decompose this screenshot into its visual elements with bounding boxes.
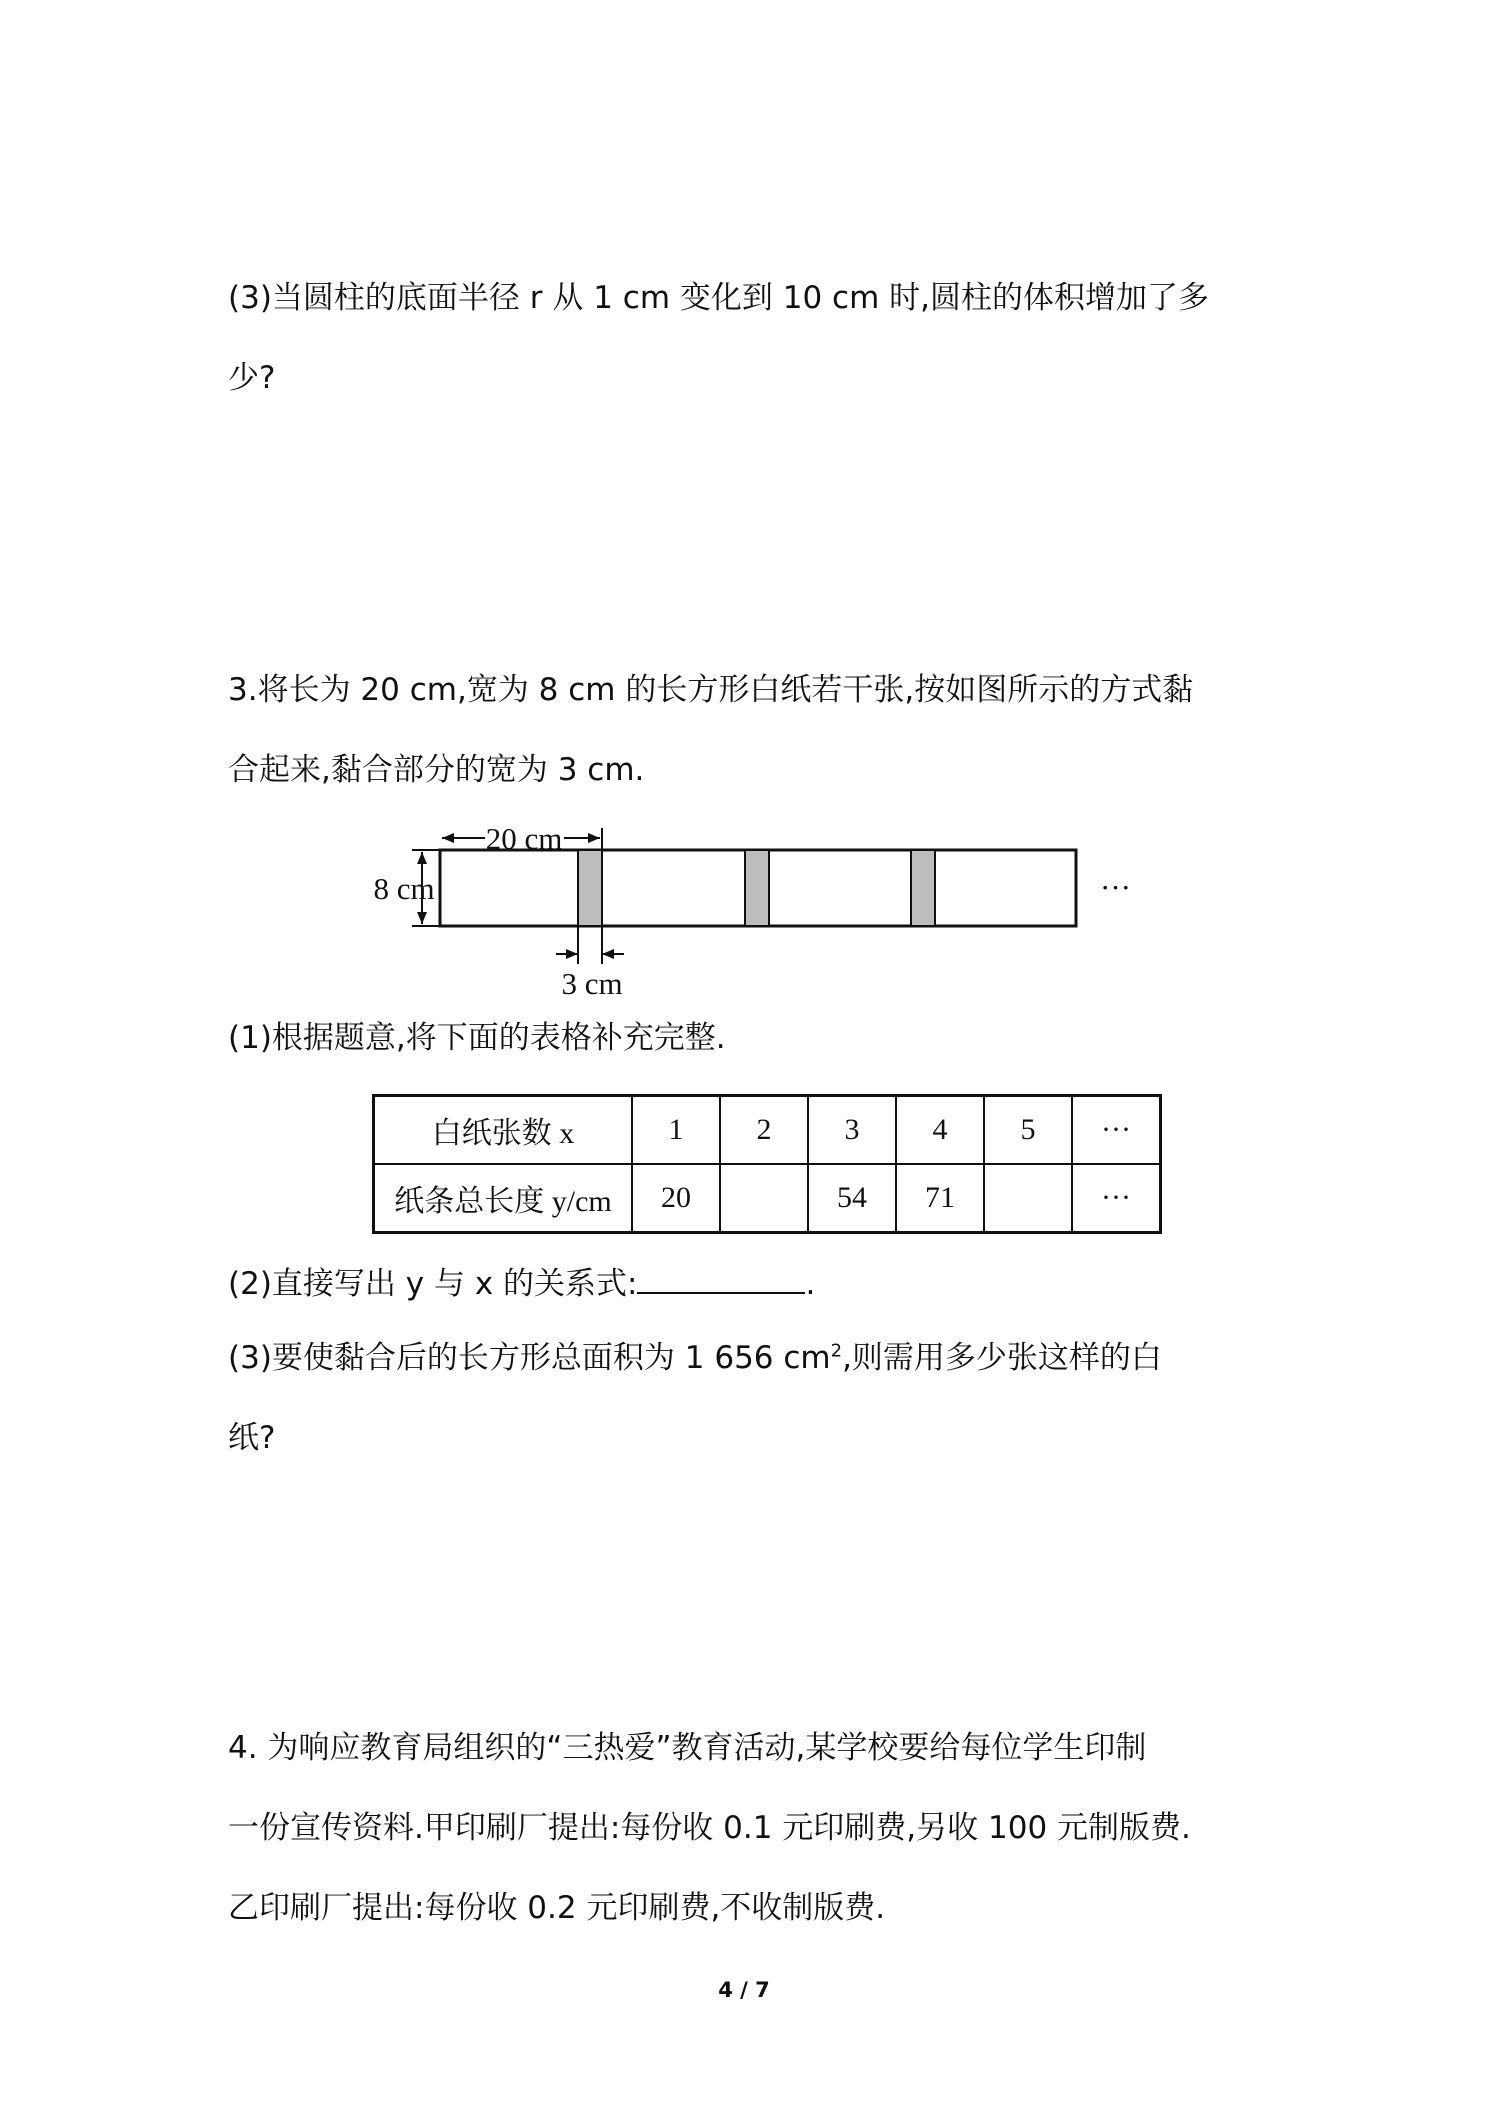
table-cell-blank[interactable] — [984, 1164, 1072, 1233]
table-row-total-length — [374, 1164, 1161, 1233]
table-cell: 3 — [808, 1096, 896, 1165]
width-arrow-bottom — [417, 912, 427, 924]
paper-length-table — [372, 1094, 1162, 1234]
row-header-sheet-count: 白纸张数 x — [374, 1096, 633, 1165]
q3-stem-line2: 合起来,黏合部分的宽为 3 cm. — [228, 752, 645, 788]
paper-strip-figure — [360, 812, 1140, 1012]
length-arrow-right — [588, 833, 600, 843]
overlap-label: 3 cm — [561, 966, 623, 1001]
table-cell-blank[interactable] — [720, 1164, 808, 1233]
overlap-region-1 — [578, 850, 602, 926]
table-cell: 1 — [632, 1096, 720, 1165]
q2-part3-line2: 少? — [228, 360, 276, 396]
q4-line1: 4. 为响应教育局组织的“三热爱”教育活动,某学校要给每位学生印制 — [228, 1730, 1147, 1766]
q3-part3-line2: 纸? — [228, 1420, 276, 1456]
answer-blank[interactable] — [637, 1262, 805, 1294]
table-cell: ··· — [1072, 1096, 1161, 1165]
q3-part2-period: . — [805, 1266, 816, 1302]
q4-line3: 乙印刷厂提出:每份收 0.2 元印刷费,不收制版费. — [228, 1890, 886, 1926]
width-label: 8 cm — [373, 871, 435, 906]
q3-part3-text-cont: ,则需用多少张这样的白 — [842, 1340, 1162, 1376]
page-number: 4 / 7 — [718, 1978, 770, 2002]
table-cell: 54 — [808, 1164, 896, 1233]
q3-part2 — [228, 1262, 815, 1304]
width-arrow-top — [417, 852, 427, 864]
table-cell: 5 — [984, 1096, 1072, 1165]
length-arrow-left — [442, 833, 454, 843]
table-cell: 20 — [632, 1164, 720, 1233]
q3-part1: (1)根据题意,将下面的表格补充完整. — [228, 1020, 726, 1056]
table-cell: 2 — [720, 1096, 808, 1165]
q3-part2-prompt: (2)直接写出 y 与 x 的关系式: — [228, 1266, 638, 1302]
overlap-region-2 — [745, 850, 769, 926]
overlap-region-3 — [911, 850, 935, 926]
table-row-sheet-count — [374, 1096, 1161, 1165]
length-label: 20 cm — [485, 821, 563, 856]
q3-stem-line1: 3.将长为 20 cm,宽为 8 cm 的长方形白纸若干张,按如图所示的方式黏 — [228, 672, 1194, 708]
table-cell: ··· — [1072, 1164, 1161, 1233]
squared-exponent: 2 — [830, 1340, 843, 1362]
table-cell: 4 — [896, 1096, 984, 1165]
q3-part3-text: (3)要使黏合后的长方形总面积为 1 656 cm — [228, 1340, 831, 1376]
table-cell: 71 — [896, 1164, 984, 1233]
overlap-arrow-left — [566, 949, 578, 959]
strip-ellipsis: ··· — [1100, 870, 1131, 905]
q2-part3-line1: (3)当圆柱的底面半径 r 从 1 cm 变化到 10 cm 时,圆柱的体积增加了多 — [228, 280, 1209, 316]
overlap-arrow-right — [602, 949, 614, 959]
q3-part3-line1 — [228, 1338, 1162, 1378]
row-header-total-length: 纸条总长度 y/cm — [374, 1164, 633, 1233]
q4-line2: 一份宣传资料.甲印刷厂提出:每份收 0.1 元印刷费,另收 100 元制版费. — [228, 1810, 1191, 1846]
